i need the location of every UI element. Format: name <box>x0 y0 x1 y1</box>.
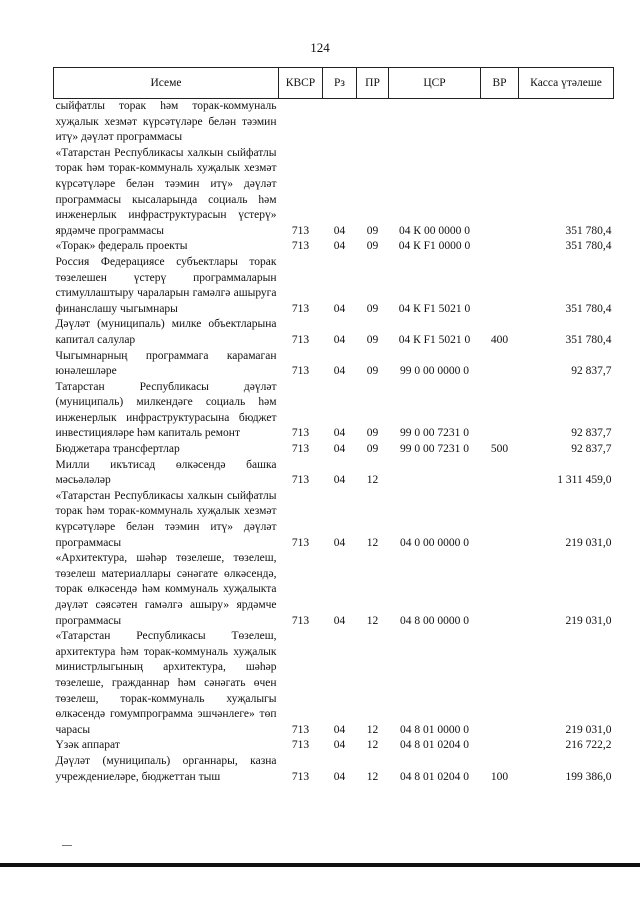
budget-table <box>53 67 614 785</box>
row-pr: 12 <box>366 536 379 549</box>
row-name: Бюджетара трансфертлар <box>55 443 180 456</box>
row-name: «Татарстан Республикасы халкын сыйфатлы торак һәм торак-коммуналь хуҗалык хезмәт күрсәтүләре белән тәэмин итү» дәүләт программасы <box>55 489 277 549</box>
row-name: «Торак» федераль проекты <box>55 240 188 253</box>
row-rz: 04 <box>333 723 346 736</box>
row-pr: 12 <box>366 739 379 752</box>
row-name: Татарстан Республикасы дәүләт (муниципаль) милкендәге социаль һәм инженерлык инфраструктурасына бюджет инвестицияләре һәм капиталь ремонт <box>55 380 277 440</box>
table-row <box>54 738 614 754</box>
row-rz: 04 <box>333 443 346 456</box>
table-row <box>54 458 614 489</box>
row-csr: 04 8 01 0204 0 <box>400 739 469 752</box>
table-row <box>54 317 614 348</box>
header-rz: Рз <box>323 68 357 99</box>
header-amount: Касса үтәлеше <box>519 68 614 99</box>
row-name: «Архитектура, шәһәр төзелеше, төзелеш, төзелеш материаллары сәнәгате өлкәсендә, торак өлкәсендә һәм коммуналь хуҗалыкта дәүләт сәясәтен гамәлгә ашыру» ярдәмче программасы <box>55 552 277 627</box>
row-csr: 04 8 01 0000 0 <box>400 723 469 736</box>
row-pr: 09 <box>366 333 379 346</box>
row-amount: 219 031,0 <box>565 536 612 549</box>
row-name: Дәүләт (муниципаль) милке объектларына капитал салулар <box>55 318 277 346</box>
margin-tick <box>62 845 72 846</box>
row-amount: 216 722,2 <box>565 739 612 752</box>
row-name: Милли икътисад өлкәсендә башка мәсьәләләр <box>55 458 277 487</box>
row-amount: 92 837,7 <box>571 365 612 378</box>
table-row <box>54 99 614 146</box>
table-row <box>54 146 614 240</box>
row-name: Дәүләт (муниципаль) органнары, казна учреждениеләре, бюджеттан тыш <box>55 754 277 783</box>
row-vr <box>481 380 519 442</box>
row-kvsr: 713 <box>291 723 310 736</box>
row-name: «Татарстан Республикасы Төзелеш, архитектура һәм торак-коммуналь хуҗалык министрлыгының архитектура, шәһәр төзелеше, гражданнар һәм сәнәгать өчен төзелеш, торак-коммуналь хуҗалыгы өлкәсендә гомумпрограмма эшчәнлеге» төп чарасы <box>55 630 277 736</box>
row-pr: 12 <box>366 614 379 627</box>
row-amount: 219 031,0 <box>565 723 612 736</box>
header-vr: ВР <box>481 68 519 99</box>
row-pr: 12 <box>366 474 379 487</box>
row-csr: 04 К F1 5021 0 <box>398 333 471 346</box>
row-amount: 1 311 459,0 <box>557 474 612 487</box>
row-name: сыйфатлы торак һәм торак-коммуналь хуҗалык хезмәт күрсәтүләре белән тәэмин итү» дәүләт программасы <box>55 100 277 144</box>
row-name: Үзәк аппарат <box>55 739 120 752</box>
row-csr: 04 8 00 0000 0 <box>400 614 469 627</box>
row-kvsr: 713 <box>291 739 310 752</box>
row-name: Россия Федерациясе субъектлары торак төзелешен үстерү программаларын стимуллаштыру чараларын гамәлгә ашыруга финанслашу чыгымнары <box>55 255 277 315</box>
row-kvsr: 713 <box>291 302 310 315</box>
row-kvsr: 713 <box>291 474 310 487</box>
table-row <box>54 380 614 442</box>
row-rz: 04 <box>333 427 346 440</box>
row-csr: 04 0 00 0000 0 <box>400 536 469 549</box>
row-kvsr: 713 <box>291 365 310 378</box>
header-csr: ЦСР <box>389 68 481 99</box>
row-rz: 04 <box>333 739 346 752</box>
row-amount: 219 031,0 <box>565 614 612 627</box>
row-csr: 99 0 00 7231 0 <box>400 443 469 456</box>
row-pr: 09 <box>366 427 379 440</box>
row-amount: 199 386,0 <box>565 770 612 783</box>
row-vr <box>481 349 519 380</box>
row-csr: 04 К F1 5021 0 <box>398 302 471 315</box>
row-vr <box>481 551 519 629</box>
row-name: Чыгымнарның программага карамаган юнәлешләре <box>55 349 277 378</box>
row-vr <box>481 489 519 551</box>
row-pr: 09 <box>366 302 379 315</box>
row-vr <box>481 458 519 489</box>
row-amount: 92 837,7 <box>571 443 612 456</box>
row-kvsr: 713 <box>291 443 310 456</box>
row-amount: 351 780,4 <box>565 224 612 237</box>
row-kvsr: 713 <box>291 614 310 627</box>
row-rz: 04 <box>333 240 346 253</box>
row-amount: 351 780,4 <box>565 333 612 346</box>
row-csr: 04 8 01 0204 0 <box>400 770 469 783</box>
row-rz: 04 <box>333 614 346 627</box>
row-rz: 04 <box>333 302 346 315</box>
header-pr: ПР <box>357 68 389 99</box>
row-rz: 04 <box>333 474 346 487</box>
header-kvsr: КВСР <box>279 68 323 99</box>
row-vr: 500 <box>490 443 509 456</box>
table-row <box>54 239 614 255</box>
row-rz: 04 <box>333 224 346 237</box>
table-row <box>54 754 614 785</box>
row-kvsr <box>279 99 323 146</box>
row-vr <box>481 255 519 317</box>
row-pr: 09 <box>366 224 379 237</box>
row-name: «Татарстан Республикасы халкын сыйфатлы торак һәм торак-коммуналь хуҗалык хезмәт күрсәтүләре белән тәэмин итү» дәүләт программасы кысаларында социаль һәм инженерлык инфраструктурасын үстерү» ярдәмче программасы <box>55 146 277 237</box>
row-kvsr: 713 <box>291 427 310 440</box>
row-rz: 04 <box>333 536 346 549</box>
row-rz <box>323 99 357 146</box>
table-row <box>54 629 614 738</box>
row-vr <box>481 99 519 146</box>
row-kvsr: 713 <box>291 224 310 237</box>
row-amount: 92 837,7 <box>571 427 612 440</box>
table-row <box>54 255 614 317</box>
row-kvsr: 713 <box>291 333 310 346</box>
bottom-rule <box>0 863 640 867</box>
header-name: Исеме <box>54 68 279 99</box>
row-vr <box>481 146 519 240</box>
row-pr: 09 <box>366 443 379 456</box>
row-amount <box>519 99 614 146</box>
row-rz: 04 <box>333 365 346 378</box>
row-pr: 09 <box>366 365 379 378</box>
row-rz: 04 <box>333 770 346 783</box>
row-kvsr: 713 <box>291 536 310 549</box>
table-row <box>54 551 614 629</box>
table-header-row <box>54 68 614 99</box>
row-csr <box>389 99 481 146</box>
table-row <box>54 489 614 551</box>
row-pr: 09 <box>366 240 379 253</box>
row-kvsr: 713 <box>291 240 310 253</box>
table-row <box>54 349 614 380</box>
row-csr: 99 0 00 0000 0 <box>400 365 469 378</box>
row-csr: 99 0 00 7231 0 <box>400 427 469 440</box>
table-row <box>54 442 614 458</box>
row-kvsr: 713 <box>291 770 310 783</box>
page-number: 124 <box>310 40 330 55</box>
row-vr <box>481 738 519 754</box>
row-csr <box>389 458 481 489</box>
row-vr: 100 <box>490 770 509 783</box>
row-vr: 400 <box>490 333 509 346</box>
row-rz: 04 <box>333 333 346 346</box>
row-amount: 351 780,4 <box>565 302 612 315</box>
row-pr <box>357 99 389 146</box>
row-pr: 12 <box>366 770 379 783</box>
row-vr <box>481 629 519 738</box>
row-vr <box>481 239 519 255</box>
row-csr: 04 К F1 0000 0 <box>398 240 471 253</box>
row-amount: 351 780,4 <box>565 240 612 253</box>
row-csr: 04 К 00 0000 0 <box>399 224 470 237</box>
row-pr: 12 <box>366 723 379 736</box>
